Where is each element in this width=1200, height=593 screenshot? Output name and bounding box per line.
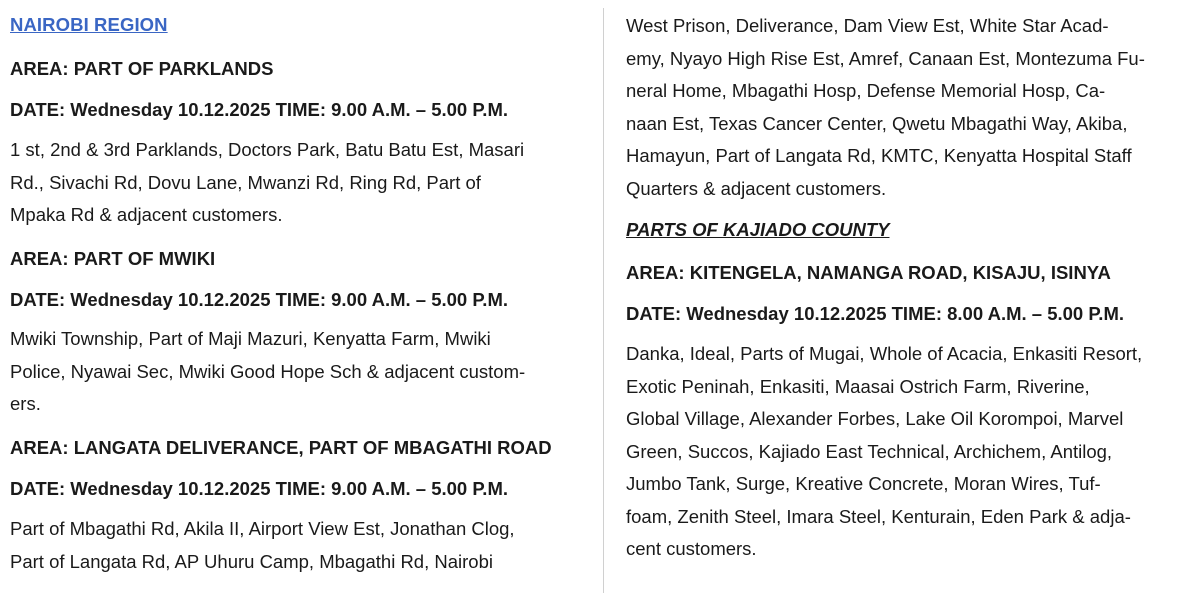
text-line: Mpaka Rd & adjacent customers. (10, 204, 283, 225)
text-line: foam, Zenith Steel, Imara Steel, Kenturain, Eden Park & adja- (626, 505, 1131, 527)
area-heading-parklands: AREA: PART OF PARKLANDS (10, 58, 274, 79)
date-heading-parklands: DATE: Wednesday 10.12.2025 TIME: 9.00 A.M. – 5.00 P.M. (10, 99, 508, 120)
text-line: Danka, Ideal, Parts of Mugai, Whole of Acacia, Enkasiti Resort, (626, 343, 1143, 364)
text-line: 1 st, 2nd & 3rd Parklands, Doctors Park, Batu Batu Est, Masari (10, 139, 525, 160)
area-heading-mwiki: AREA: PART OF MWIKI (10, 248, 216, 269)
text-line: Jumbo Tank, Surge, Kreative Concrete, Moran Wires, Tuf- (626, 473, 1101, 494)
text-line: Part of Langata Rd, AP Uhuru Camp, Mbagathi Rd, Nairobi (10, 550, 493, 572)
area-heading-kitengela: AREA: KITENGELA, NAMANGA ROAD, KISAJU, ISINYA (626, 262, 1111, 283)
text-line: Global Village, Alexander Forbes, Lake Oil Korompoi, Marvel (626, 408, 1124, 429)
text-line: Hamayun, Part of Langata Rd, KMTC, Kenyatta Hospital Staff (626, 145, 1132, 166)
area-description-langata (10, 513, 515, 578)
text-line: Quarters & adjacent customers. (626, 177, 887, 199)
text-line: Exotic Peninah, Enkasiti, Maasai Ostrich Farm, Riverine, (626, 375, 1090, 397)
area-description-kitengela (626, 338, 1142, 566)
text-line: West Prison, Deliverance, Dam View Est, White Star Acad- (626, 15, 1109, 36)
text-line: Green, Succos, Kajiado East Technical, Archichem, Antilog, (626, 440, 1113, 462)
area-description-mwiki (10, 323, 525, 421)
area-description-parklands (10, 134, 524, 232)
date-heading-mwiki: DATE: Wednesday 10.12.2025 TIME: 9.00 A.M. – 5.00 P.M. (10, 289, 508, 310)
county-title: PARTS OF KAJIADO COUNTY (626, 219, 890, 240)
area-heading-langata: AREA: LANGATA DELIVERANCE, PART OF MBAGATHI ROAD (10, 437, 552, 458)
region-title: NAIROBI REGION (10, 14, 168, 35)
text-line: Police, Nyawai Sec, Mwiki Good Hope Sch & adjacent custom- (10, 360, 526, 382)
column-divider (603, 8, 604, 593)
text-line: naan Est, Texas Cancer Center, Qwetu Mbagathi Way, Akiba, (626, 112, 1128, 134)
date-heading-kitengela: DATE: Wednesday 10.12.2025 TIME: 8.00 A.M. – 5.00 P.M. (626, 303, 1124, 324)
text-line: Part of Mbagathi Rd, Akila II, Airport View Est, Jonathan Clog, (10, 518, 515, 539)
text-line: Rd., Sivachi Rd, Dovu Lane, Mwanzi Rd, Ring Rd, Part of (10, 171, 481, 193)
date-heading-langata: DATE: Wednesday 10.12.2025 TIME: 9.00 A.M. – 5.00 P.M. (10, 478, 508, 499)
area-description-langata-continued (626, 10, 1145, 205)
text-line: emy, Nyayo High Rise Est, Amref, Canaan Est, Montezuma Fu- (626, 47, 1145, 69)
text-line: Mwiki Township, Part of Maji Mazuri, Kenyatta Farm, Mwiki (10, 328, 491, 349)
text-line: ers. (10, 393, 41, 414)
text-line: cent customers. (626, 538, 757, 559)
text-line: neral Home, Mbagathi Hosp, Defense Memorial Hosp, Ca- (626, 80, 1106, 101)
